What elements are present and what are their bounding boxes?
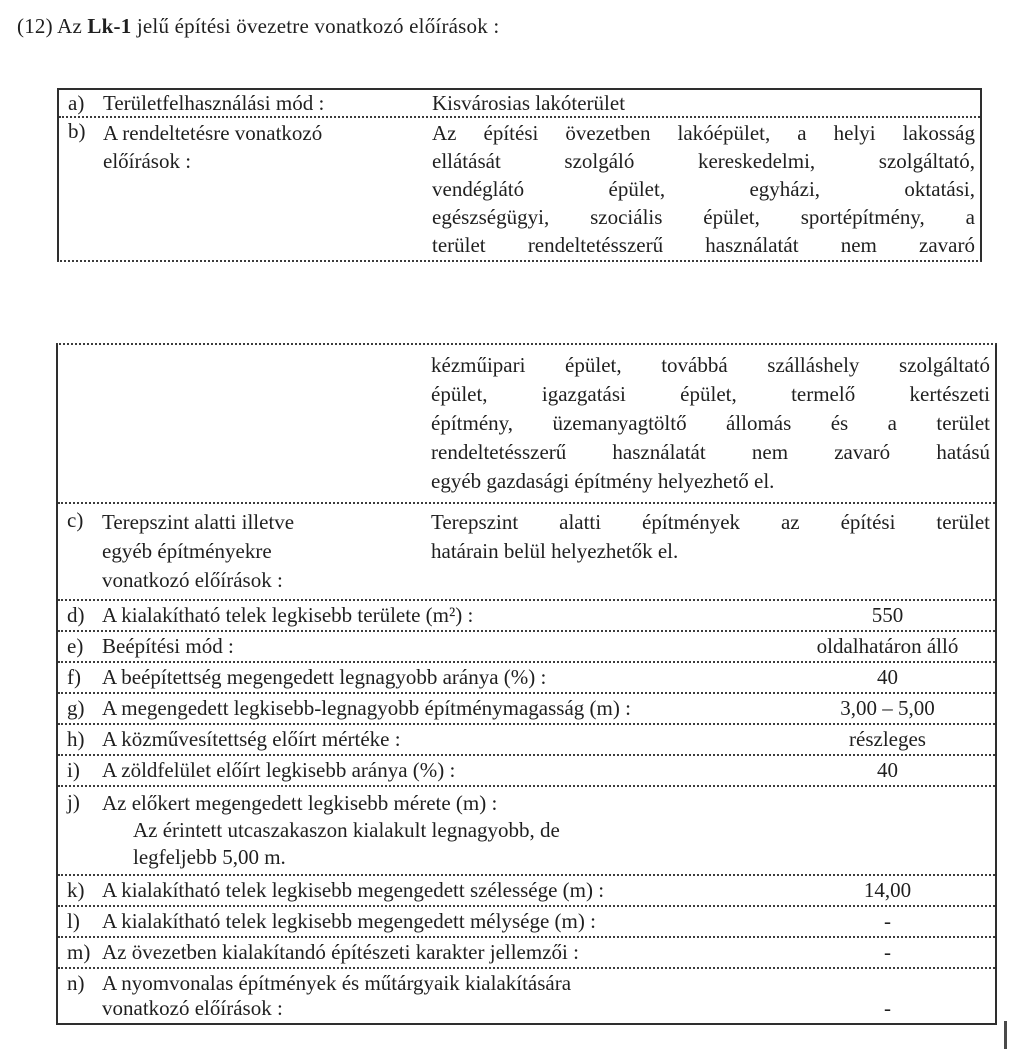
row-label: A kialakítható telek legkisebb területe (m²) : [102,603,474,627]
row-label: Beépítési mód : [102,634,234,658]
row-letter: i) [67,758,80,782]
row-label [103,119,432,259]
table-row-j [58,787,995,876]
label-line: előírások : [103,149,192,173]
row-label: A kialakítható telek legkisebb megengedett szélessége (m) : [102,878,605,902]
row-letter: h) [67,727,85,751]
zone-code: Lk-1 [87,14,132,38]
label-line: A rendeltetésre vonatkozó [103,121,323,145]
row-letter: g) [67,696,85,720]
row-value: - [884,996,891,1020]
row-value: - [884,909,891,933]
table-row-m [58,938,995,969]
row-value [780,790,995,871]
row-value: Kisvárosias lakóterület [432,91,626,115]
value-line: határain belül helyezhetők el. [431,539,679,563]
row-label: Az övezetben kialakítandó építészeti karakter jellemzői : [102,940,579,964]
heading-prefix: (12) Az [17,14,88,38]
row-label: Területfelhasználási mód : [103,91,325,115]
row-letter: d) [67,603,85,627]
row-letter [58,351,102,496]
value-line: terület rendeltetésszerű használatát nem zavaró [432,233,975,257]
table-row-i [58,756,995,787]
table-row-d [58,601,995,632]
table-row-b [59,118,980,260]
value-line: vendéglátó épület, egyházi, oktatási, [432,177,975,201]
row-letter: a) [68,91,85,115]
value-line: egészségügyi, szociális épület, sportépítmény, a [432,205,975,229]
heading-suffix: jelű építési övezetre vonatkozó előírások : [131,14,500,38]
table-row-n [58,969,995,1023]
table-row-g [58,694,995,725]
row-label [102,790,780,871]
label-line: vonatkozó előírások : [102,996,283,1020]
label-line: egyéb építményekre [102,539,272,563]
row-label: A megengedett legkisebb-legnagyobb építménymagasság (m) : [102,696,631,720]
row-value [431,508,995,595]
row-value: 40 [877,758,898,782]
table-row-c [58,504,995,601]
row-label: A beépítettség megengedett legnagyobb aránya (%) : [102,665,547,689]
row-letter: l) [67,909,80,933]
section-heading [17,14,499,39]
value-line: rendeltetésszerű használatát nem zavaró hatású [431,440,990,464]
row-letter: e) [67,634,84,658]
row-value: részleges [849,727,926,751]
row-label [102,971,780,1021]
row-letter: n) [67,971,85,995]
value-line: építmény, üzemanyagtöltő állomás és a terület [431,411,990,435]
value-line: ellátását szolgáló kereskedelmi, szolgáltató, [432,149,975,173]
value-line: Terepszint alatti építmények az építési terület [431,510,990,534]
row-letter: j) [67,790,80,814]
row-letter: b) [68,119,86,143]
table-row-k [58,876,995,907]
table-row-h [58,725,995,756]
label-line: vonatkozó előírások : [102,568,283,592]
label-line: legfeljebb 5,00 m. [133,845,286,869]
row-value: - [884,940,891,964]
table-row-b-continued [58,345,995,504]
row-letter: c) [67,508,84,532]
row-label [102,351,431,496]
label-line: A nyomvonalas építmények és műtárgyaik kialakítására [102,971,572,995]
text-cursor-mark [1004,1021,1007,1049]
label-line: Az érintett utcaszakaszon kialakult legnagyobb, de [133,818,560,842]
value-line: egyéb gazdasági építmény helyezhető el. [431,469,775,493]
row-value: 3,00 – 5,00 [840,696,935,720]
row-value [432,119,980,259]
table-row-l [58,907,995,938]
row-letter: k) [67,878,85,902]
row-value: 40 [877,665,898,689]
table-row-f [58,663,995,694]
table-row-e [58,632,995,663]
label-line: Az előkert megengedett legkisebb mérete (m) : [102,791,498,815]
row-label: A kialakítható telek legkisebb megengedett mélysége (m) : [102,909,596,933]
row-value: 14,00 [863,878,912,902]
row-label: A zöldfelület előírt legkisebb aránya (%) : [102,758,456,782]
value-line: épület, igazgatási épület, termelő kertészeti [431,382,990,406]
row-letter: m) [67,940,91,964]
value-line: Az építési övezetben lakóépület, a helyi lakosság [432,121,975,145]
row-value: oldalhatáron álló [816,634,959,658]
value-line: kézműipari épület, továbbá szálláshely szolgáltató [431,353,990,377]
regulations-table-part1 [57,88,982,262]
table-row-a [59,90,980,118]
label-line: Terepszint alatti illetve [102,510,295,534]
row-label: A közművesítettség előírt mértéke : [102,727,401,751]
row-letter: f) [67,665,81,689]
row-label [102,508,431,595]
row-value [431,351,995,496]
regulations-table-part2 [56,343,997,1025]
row-value: 550 [871,603,904,627]
